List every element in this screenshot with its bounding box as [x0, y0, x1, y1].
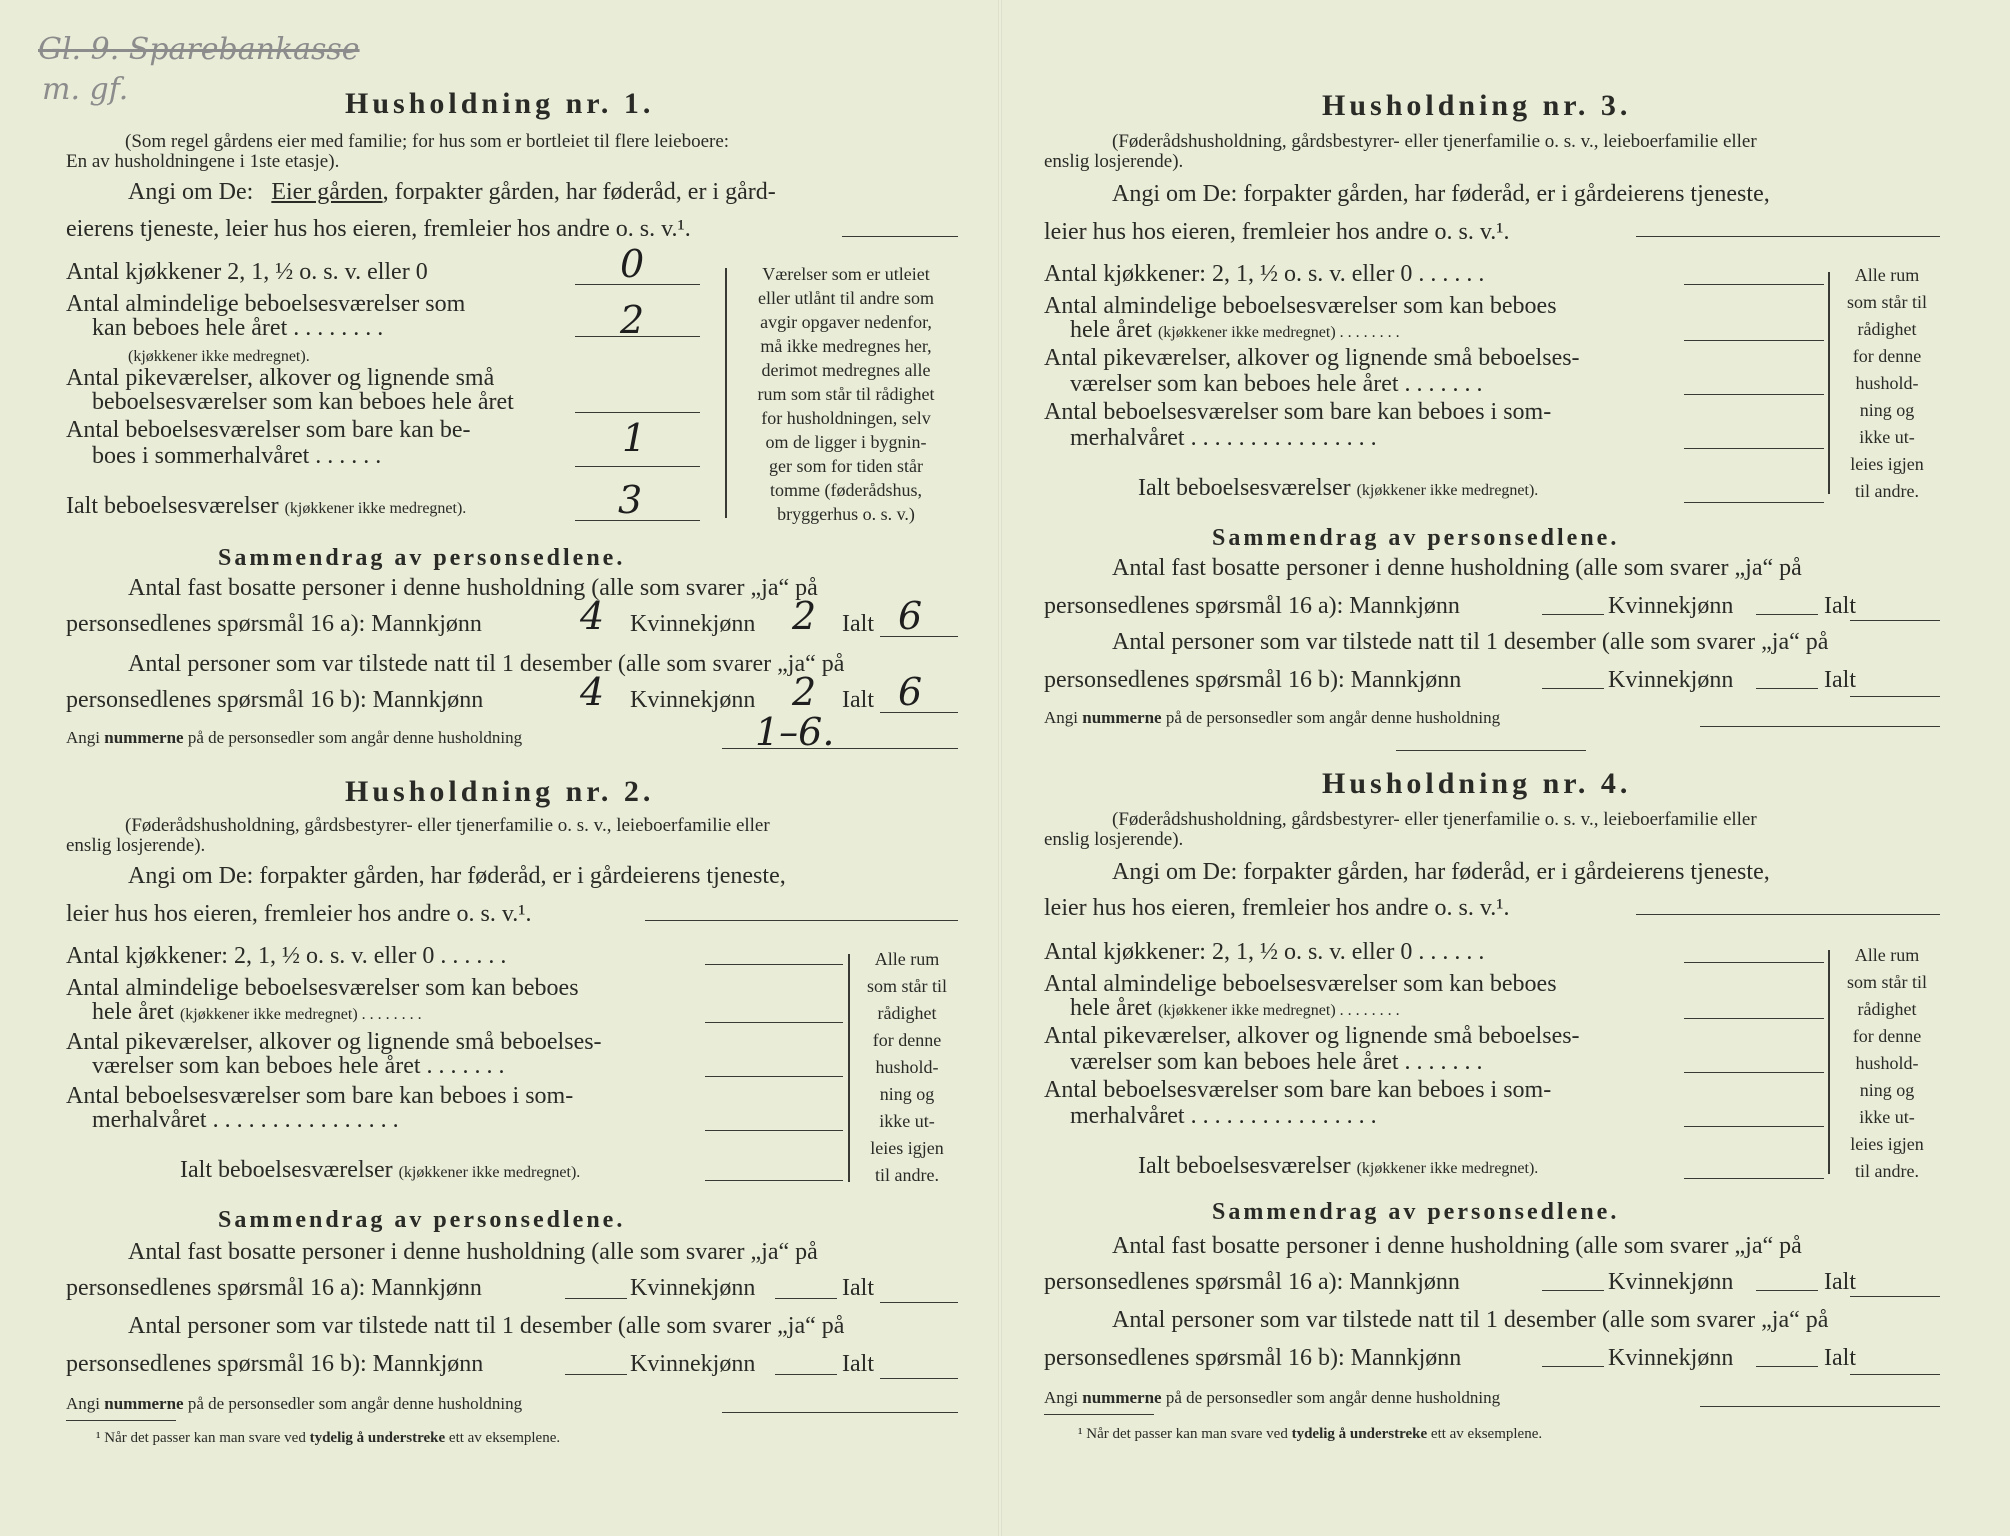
h3-ialt-b: Ialt	[1824, 667, 1856, 693]
h1-b2: personsedlenes spørsmål 16 b):	[66, 687, 367, 713]
h3-pike1: Antal pikeværelser, alkover og lignende små beboelses-	[1044, 345, 1580, 371]
h2-angi-label: Angi	[66, 1394, 100, 1413]
h2-kvinne-a: Kvinnekjønn	[630, 1275, 756, 1301]
h3-b2: personsedlenes spørsmål 16 b):	[1044, 667, 1345, 693]
h2-ialt-note: (kjøkkener ikke medregnet).	[398, 1164, 581, 1181]
h3-mann-a-line	[1542, 614, 1604, 615]
left-footnote-pre: Når det passer kan man svare ved	[104, 1430, 306, 1446]
h1-ialt-note: (kjøkkener ikke medregnet).	[284, 500, 467, 517]
h3-h4-divider	[1396, 750, 1586, 751]
h3-ialt-line	[1684, 502, 1824, 503]
h1-side-line: for husholdningen, selv	[761, 408, 931, 428]
h3-note1: (Føderådshusholdning, gårdsbestyrer- eller tjenerfamilie o. s. v., leieboerfamilie eller	[1112, 131, 1757, 152]
h2-angi-rest-text: på de personsedler som angår denne husholdning	[187, 1394, 523, 1413]
h2-angi-bold: nummerne	[104, 1394, 184, 1413]
h2-side-line: for denne	[872, 1030, 942, 1050]
h1-alm3: (kjøkkener ikke medregnet).	[128, 348, 310, 365]
h4-kjokkener: Antal kjøkkener: 2, 1, ½ o. s. v. eller 0 . . . . . .	[1044, 939, 1485, 965]
h4-kjokkener-line	[1684, 962, 1824, 963]
h3-angi2: leier hus hos eieren, fremleier hos andre o. s. v.¹.	[1044, 219, 1510, 245]
h1-kjokkener: Antal kjøkkener 2, 1, ½ o. s. v. eller 0	[66, 259, 428, 285]
h1-hw-alm: 2	[620, 298, 645, 342]
h4-ialt-b-line	[1850, 1374, 1940, 1375]
h3-alm3: (kjøkkener ikke medregnet) . . . . . . . .	[1157, 324, 1400, 341]
h1-hw-sommer: 1	[622, 416, 647, 460]
h3-mann-b-line	[1542, 688, 1604, 689]
left-page	[0, 0, 1000, 1536]
h4-note1: (Føderådshusholdning, gårdsbestyrer- eller tjenerfamilie o. s. v., leieboerfamilie eller	[1112, 809, 1757, 830]
h1-brace	[725, 268, 727, 518]
h4-angi-bold: nummerne	[1082, 1388, 1162, 1407]
h2-note2: enslig losjerende).	[66, 835, 206, 856]
h1-kjokkener-line	[575, 284, 700, 285]
h4-side-line: som står til	[1847, 972, 1927, 992]
h3-pike-line	[1684, 394, 1824, 395]
h1-note2: En av husholdningene i 1ste etasje).	[66, 151, 340, 172]
left-footnote-mark: ¹	[96, 1430, 101, 1446]
h1-summary-a2-row	[66, 610, 482, 638]
h2-nummer-line	[722, 1412, 958, 1413]
h1-angi-answer-line	[842, 236, 958, 237]
h3-pike2: værelser som kan beboes hele året . . . . . . .	[1070, 371, 1483, 397]
h2-a2: personsedlenes spørsmål 16 a):	[66, 1275, 366, 1301]
h2-summary-a1: Antal fast bosatte personer i denne husholdning (alle som svarer „ja“ på	[128, 1239, 818, 1265]
h1-angi-line2: eierens tjeneste, leier hus hos eieren, fremleier hos andre o. s. v.¹.	[66, 216, 691, 242]
h1-alm2: kan beboes hele året . . . . . . . .	[92, 315, 384, 341]
h2-alm-line	[705, 1022, 843, 1023]
h4-alm-line	[1684, 1018, 1824, 1019]
h4-ialt-a: Ialt	[1824, 1269, 1856, 1295]
h3-ialt-note: (kjøkkener ikke medregnet).	[1356, 482, 1539, 499]
left-footnote	[96, 1424, 560, 1452]
h2-title: Husholdning nr. 2.	[345, 775, 655, 808]
h4-angi-line	[1636, 914, 1940, 915]
h4-alm2-row	[1070, 994, 1400, 1025]
h1-ialt-label: Ialt beboelsesværelser	[66, 493, 279, 519]
h4-side-line: ikke ut-	[1859, 1107, 1915, 1127]
h1-side-line: ger som for tiden står	[769, 456, 923, 476]
h1-hw-kjokkener: 0	[620, 242, 645, 286]
h4-side-line: til andre.	[1855, 1161, 1919, 1181]
h4-mann-a: Mannkjønn	[1349, 1269, 1460, 1295]
h4-angi2: leier hus hos eieren, fremleier hos andre o. s. v.¹.	[1044, 895, 1510, 921]
h2-sommer-line	[705, 1130, 843, 1131]
h3-title: Husholdning nr. 3.	[1322, 89, 1632, 122]
h2-kjokkener-line	[705, 964, 843, 965]
h4-angi-label: Angi	[1044, 1388, 1078, 1407]
h4-side-line: rådighet	[1857, 999, 1917, 1019]
h2-side-line: leies igjen	[870, 1138, 944, 1158]
h3-summary-b2-row	[1044, 666, 1461, 694]
h4-sommer1: Antal beboelsesværelser som bare kan beboes i som-	[1044, 1077, 1552, 1103]
h2-ialt-line	[705, 1180, 843, 1181]
h1-ialt-row	[66, 492, 466, 523]
h4-side-line: hushold-	[1855, 1053, 1919, 1073]
h4-nummer-line	[1700, 1406, 1940, 1407]
h3-nummer-line	[1700, 726, 1940, 727]
h1-pike2: beboelsesværelser som kan beboes hele året	[92, 389, 514, 415]
h3-side-line: rådighet	[1857, 319, 1917, 339]
h1-summary-b2-row	[66, 686, 483, 714]
h2-angi2: leier hus hos eieren, fremleier hos andre o. s. v.¹.	[66, 901, 532, 927]
h4-sommer-line	[1684, 1126, 1824, 1127]
h1-side-note	[730, 262, 962, 526]
h1-side-line: bryggerhus o. s. v.)	[777, 504, 915, 524]
h1-hw-kvinne-b: 2	[792, 670, 817, 714]
h4-ialt-note: (kjøkkener ikke medregnet).	[1356, 1160, 1539, 1177]
h4-pike2: værelser som kan beboes hele året . . . . . . .	[1070, 1049, 1483, 1075]
h3-summary-title: Sammendrag av personsedlene.	[1212, 525, 1620, 551]
h1-pike-line	[575, 412, 700, 413]
h4-side-note	[1832, 942, 1942, 1185]
h2-brace	[848, 954, 850, 1182]
h2-ialt-a-line	[880, 1302, 958, 1303]
h4-ialt-b: Ialt	[1824, 1345, 1856, 1371]
h3-sommer1: Antal beboelsesværelser som bare kan beboes i som-	[1044, 399, 1552, 425]
h1-alm1: Antal almindelige beboelsesværelser som	[66, 291, 466, 317]
h1-angi-prefix: Angi om De:	[128, 179, 254, 205]
h4-mann-a-line	[1542, 1290, 1604, 1291]
h1-sommer2: boes i sommerhalvåret . . . . . .	[92, 443, 382, 469]
h4-pike-line	[1684, 1072, 1824, 1073]
h3-ialt-a: Ialt	[1824, 593, 1856, 619]
h3-kvinne-b-line	[1756, 688, 1818, 689]
right-footnote-post: ett av eksemplene.	[1430, 1426, 1543, 1442]
h3-angi-label: Angi	[1044, 708, 1078, 727]
h1-hw-mann-a: 4	[580, 594, 605, 638]
h3-mann-a: Mannkjønn	[1349, 593, 1460, 619]
h1-angi-bold: nummerne	[104, 728, 184, 747]
h2-ialt-b: Ialt	[842, 1351, 874, 1377]
h4-kvinne-a: Kvinnekjønn	[1608, 1269, 1734, 1295]
h1-ialt-line	[575, 520, 700, 521]
h3-summary-a2-row	[1044, 592, 1460, 620]
h1-hw-ialt: 3	[618, 478, 643, 522]
h1-summary-title: Sammendrag av personsedlene.	[218, 545, 626, 571]
h1-hw-mann-b: 4	[580, 670, 605, 714]
h3-angi1: Angi om De: forpakter gården, har føderåd, er i gårdeierens tjeneste,	[1112, 181, 1770, 207]
h2-side-note	[852, 946, 962, 1189]
h2-kvinne-b-line	[775, 1374, 837, 1375]
h2-side-line: ning og	[879, 1084, 935, 1104]
h4-sommer2: merhalvåret . . . . . . . . . . . . . . . .	[1070, 1103, 1377, 1129]
h4-mann-b-line	[1542, 1366, 1604, 1367]
h2-alm2-row	[92, 998, 422, 1029]
h2-kvinne-a-line	[775, 1298, 837, 1299]
h3-sommer2: merhalvåret . . . . . . . . . . . . . . . .	[1070, 425, 1377, 451]
h2-mann-b: Mannkjønn	[372, 1351, 484, 1377]
h1-ialt-b: Ialt	[842, 687, 874, 713]
h4-b2: personsedlenes spørsmål 16 b):	[1044, 1345, 1345, 1371]
h1-kvinne-a: Kvinnekjønn	[630, 611, 756, 637]
h3-alm1: Antal almindelige beboelsesværelser som kan beboes	[1044, 293, 1557, 319]
h4-kvinne-a-line	[1756, 1290, 1818, 1291]
h4-summary-title: Sammendrag av personsedlene.	[1212, 1199, 1620, 1225]
h3-summary-a1: Antal fast bosatte personer i denne husholdning (alle som svarer „ja“ på	[1112, 555, 1802, 581]
h2-angi-line	[645, 920, 958, 921]
h2-ialt-row	[180, 1156, 580, 1187]
h4-title: Husholdning nr. 4.	[1322, 767, 1632, 800]
left-footnote-rule	[66, 1420, 176, 1421]
h2-alm2: hele året	[92, 999, 174, 1025]
h3-summary-b1: Antal personer som var tilstede natt til 1 desember (alle som svarer „ja“ på	[1112, 629, 1829, 655]
h2-angi-nummer	[66, 1394, 522, 1414]
h3-side-line: hushold-	[1855, 373, 1919, 393]
h4-side-line: for denne	[1852, 1026, 1922, 1046]
h2-pike1: Antal pikeværelser, alkover og lignende små beboelses-	[66, 1029, 602, 1055]
h4-summary-b2-row	[1044, 1344, 1461, 1372]
h4-ialt-label: Ialt beboelsesværelser	[1138, 1153, 1351, 1179]
h3-ialt-label: Ialt beboelsesværelser	[1138, 475, 1351, 501]
h4-angi1: Angi om De: forpakter gården, har føderåd, er i gårdeierens tjeneste,	[1112, 859, 1770, 885]
h1-side-line: rum som står til rådighet	[757, 384, 935, 404]
h2-mann-b-line	[565, 1374, 627, 1375]
h3-ialt-b-line	[1850, 696, 1940, 697]
h3-side-line: leies igjen	[1850, 454, 1924, 474]
h2-ialt-b-line	[880, 1378, 958, 1379]
h4-a2: personsedlenes spørsmål 16 a):	[1044, 1269, 1344, 1295]
h1-alm-line	[575, 336, 700, 337]
h3-angi-rest-text: på de personsedler som angår denne husholdning	[1165, 708, 1501, 727]
h4-summary-b1: Antal personer som var tilstede natt til 1 desember (alle som svarer „ja“ på	[1112, 1307, 1829, 1333]
h4-angi-rest-text: på de personsedler som angår denne husholdning	[1165, 1388, 1501, 1407]
h1-summary-a1: Antal fast bosatte personer i denne husholdning (alle som svarer „ja“ på	[128, 575, 818, 601]
h1-side-line: derimot medregnes alle	[761, 360, 931, 380]
h1-angi-rest-text: på de personsedler som angår denne husholdning	[187, 728, 523, 747]
h1-angi-underlined: Eier gården	[271, 179, 383, 205]
h3-sommer-line	[1684, 448, 1824, 449]
h1-summary-b1: Antal personer som var tilstede natt til 1 desember (alle som svarer „ja“ på	[128, 651, 845, 677]
h1-side-line: må ikke medregnes her,	[760, 336, 932, 356]
h2-pike-line	[705, 1076, 843, 1077]
h2-summary-b1: Antal personer som var tilstede natt til 1 desember (alle som svarer „ja“ på	[128, 1313, 845, 1339]
h2-side-line: hushold-	[875, 1057, 939, 1077]
h3-side-line: til andre.	[1855, 481, 1919, 501]
h4-side-line: Alle rum	[1854, 945, 1920, 965]
h2-alm1: Antal almindelige beboelsesværelser som kan beboes	[66, 975, 579, 1001]
h1-ialt-a-line	[880, 636, 958, 637]
h4-mann-b: Mannkjønn	[1350, 1345, 1462, 1371]
h4-alm3: (kjøkkener ikke medregnet) . . . . . . . .	[1157, 1002, 1400, 1019]
h3-side-line: for denne	[1852, 346, 1922, 366]
h1-angi-line1	[128, 178, 776, 206]
h1-hw-nummer: 1–6.	[755, 710, 835, 754]
h1-mann-a: Mannkjønn	[371, 611, 482, 637]
h1-side-line: tomme (føderådshus,	[770, 480, 922, 500]
h1-pike1: Antal pikeværelser, alkover og lignende små	[66, 365, 495, 391]
h1-ialt-a: Ialt	[842, 611, 874, 637]
h2-mann-a: Mannkjønn	[371, 1275, 482, 1301]
h4-ialt-line	[1684, 1178, 1824, 1179]
right-footnote	[1078, 1420, 1542, 1448]
h4-note2: enslig losjerende).	[1044, 829, 1184, 850]
left-footnote-post: ett av eksemplene.	[448, 1430, 561, 1446]
h2-side-line: som står til	[867, 976, 947, 996]
h2-ialt-label: Ialt beboelsesværelser	[180, 1157, 393, 1183]
h4-kvinne-b: Kvinnekjønn	[1608, 1345, 1734, 1371]
h2-b2: personsedlenes spørsmål 16 b):	[66, 1351, 367, 1377]
h3-side-line: ning og	[1859, 400, 1915, 420]
h1-hw-ialt-b: 6	[898, 670, 923, 714]
h1-a2: personsedlenes spørsmål 16 a):	[66, 611, 366, 637]
h1-hw-kvinne-a: 2	[792, 594, 817, 638]
h2-summary-b2-row	[66, 1350, 483, 1378]
h2-summary-a2-row	[66, 1274, 482, 1302]
h1-title: Husholdning nr. 1.	[345, 87, 655, 120]
h2-kjokkener: Antal kjøkkener: 2, 1, ½ o. s. v. eller 0 . . . . . .	[66, 943, 507, 969]
h3-brace	[1828, 272, 1830, 494]
h4-alm1: Antal almindelige beboelsesværelser som kan beboes	[1044, 971, 1557, 997]
h4-kvinne-b-line	[1756, 1366, 1818, 1367]
right-footnote-mark: ¹	[1078, 1426, 1083, 1442]
h1-side-line: avgir opgaver nedenfor,	[760, 312, 932, 332]
h3-angi-bold: nummerne	[1082, 708, 1162, 727]
h2-side-line: til andre.	[875, 1165, 939, 1185]
h4-summary-a1: Antal fast bosatte personer i denne husholdning (alle som svarer „ja“ på	[1112, 1233, 1802, 1259]
h2-sommer2: merhalvåret . . . . . . . . . . . . . . . .	[92, 1107, 399, 1133]
h4-summary-a2-row	[1044, 1268, 1460, 1296]
h3-kvinne-a: Kvinnekjønn	[1608, 593, 1734, 619]
h3-note2: enslig losjerende).	[1044, 151, 1184, 172]
h2-summary-title: Sammendrag av personsedlene.	[218, 1207, 626, 1233]
h3-angi-line	[1636, 236, 1940, 237]
right-footnote-bold: tydelig å understreke	[1291, 1426, 1428, 1442]
h2-note1: (Føderådshusholdning, gårdsbestyrer- eller tjenerfamilie o. s. v., leieboerfamilie eller	[125, 815, 770, 836]
h1-nummer-line	[722, 748, 958, 749]
h1-side-line: Værelser som er utleiet	[762, 264, 930, 284]
h1-angi-rest: , forpakter gården, har føderåd, er i gård-	[382, 179, 776, 205]
h4-angi-nummer	[1044, 1388, 1500, 1408]
h1-side-line: om de ligger i bygnin-	[765, 432, 927, 452]
h1-angi-label: Angi	[66, 728, 100, 747]
h4-side-line: ning og	[1859, 1080, 1915, 1100]
h3-kvinne-a-line	[1756, 614, 1818, 615]
h1-angi-nummer	[66, 728, 522, 748]
h2-pike2: værelser som kan beboes hele året . . . . . . .	[92, 1053, 505, 1079]
h3-ialt-a-line	[1850, 620, 1940, 621]
h1-note1: (Som regel gårdens eier med familie; for hus som er bortleiet til flere leieboere:	[125, 131, 730, 152]
h4-brace	[1828, 950, 1830, 1174]
h3-alm2-row	[1070, 316, 1400, 347]
h3-a2: personsedlenes spørsmål 16 a):	[1044, 593, 1344, 619]
h3-alm2: hele året	[1070, 317, 1152, 343]
h4-ialt-row	[1138, 1152, 1538, 1183]
h3-side-line: Alle rum	[1854, 265, 1920, 285]
h2-side-line: Alle rum	[874, 949, 940, 969]
h4-pike1: Antal pikeværelser, alkover og lignende små beboelses-	[1044, 1023, 1580, 1049]
h1-hw-ialt-a: 6	[898, 594, 923, 638]
h4-alm2: hele året	[1070, 995, 1152, 1021]
h2-side-line: ikke ut-	[879, 1111, 935, 1131]
right-page	[1000, 0, 2010, 1536]
h1-sommer-line	[575, 466, 700, 467]
h2-alm3: (kjøkkener ikke medregnet) . . . . . . . .	[179, 1006, 422, 1023]
h3-kjokkener: Antal kjøkkener: 2, 1, ½ o. s. v. eller 0 . . . . . .	[1044, 261, 1485, 287]
h1-ialt-b-line	[880, 712, 958, 713]
h1-mann-b: Mannkjønn	[372, 687, 484, 713]
h4-ialt-a-line	[1850, 1296, 1940, 1297]
pencil-note-line2: m. gf.	[42, 72, 129, 107]
h1-sommer1: Antal beboelsesværelser som bare kan be-	[66, 417, 471, 443]
h4-side-line: leies igjen	[1850, 1134, 1924, 1154]
pencil-note-line1: Gl. 9. Sparebankasse	[38, 32, 360, 67]
h3-mann-b: Mannkjønn	[1350, 667, 1462, 693]
h1-kvinne-b: Kvinnekjønn	[630, 687, 756, 713]
h2-ialt-a: Ialt	[842, 1275, 874, 1301]
h3-angi-nummer	[1044, 708, 1500, 728]
h3-kjokkener-line	[1684, 284, 1824, 285]
h3-side-note	[1832, 262, 1942, 505]
h2-sommer1: Antal beboelsesværelser som bare kan beboes i som-	[66, 1083, 574, 1109]
h2-kvinne-b: Kvinnekjønn	[630, 1351, 756, 1377]
h2-mann-a-line	[565, 1298, 627, 1299]
right-footnote-rule	[1044, 1414, 1154, 1415]
h3-ialt-row	[1138, 474, 1538, 505]
h2-angi1: Angi om De: forpakter gården, har føderåd, er i gårdeierens tjeneste,	[128, 863, 786, 889]
right-footnote-pre: Når det passer kan man svare ved	[1086, 1426, 1288, 1442]
h3-side-line: som står til	[1847, 292, 1927, 312]
h3-alm-line	[1684, 340, 1824, 341]
h3-side-line: ikke ut-	[1859, 427, 1915, 447]
h2-side-line: rådighet	[877, 1003, 937, 1023]
left-footnote-bold: tydelig å understreke	[309, 1430, 446, 1446]
h1-side-line: eller utlånt til andre som	[758, 288, 934, 308]
h3-kvinne-b: Kvinnekjønn	[1608, 667, 1734, 693]
